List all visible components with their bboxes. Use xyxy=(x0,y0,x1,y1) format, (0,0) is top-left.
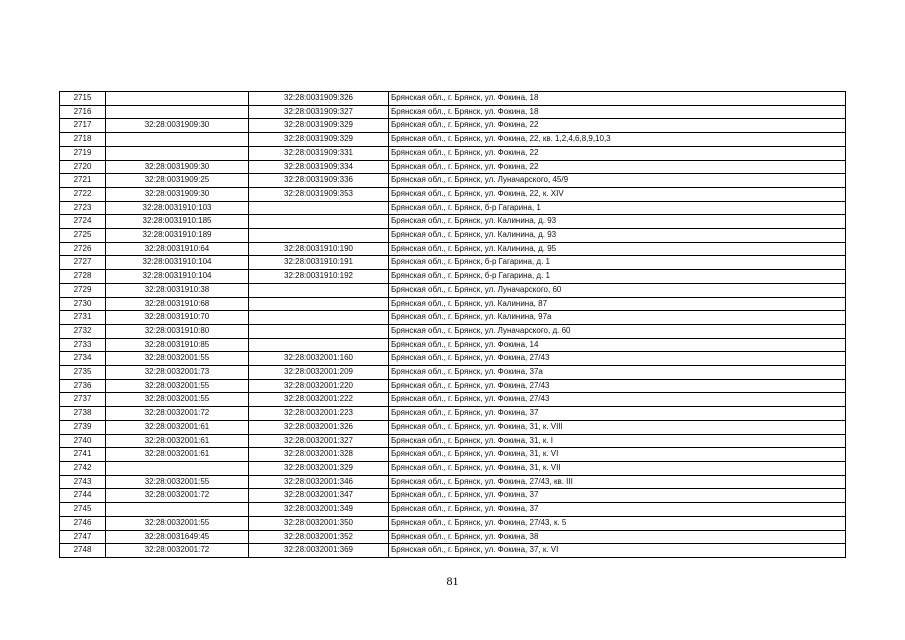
address-cell: Брянская обл., г. Брянск, ул. Луначарского, 60 xyxy=(389,283,846,297)
table-row xyxy=(60,229,846,243)
row-number-cell: 2719 xyxy=(60,146,106,160)
object-cadastral-number-cell: 32:28:0032001:346 xyxy=(249,475,389,489)
address-cell: Брянская обл., г. Брянск, ул. Калинина, д. 93 xyxy=(389,229,846,243)
row-number-cell: 2736 xyxy=(60,379,106,393)
address-cell: Брянская обл., г. Брянск, ул. Фокина, 22 xyxy=(389,160,846,174)
table-row xyxy=(60,297,846,311)
row-number-cell: 2732 xyxy=(60,324,106,338)
row-number-cell: 2747 xyxy=(60,530,106,544)
table-row xyxy=(60,475,846,489)
row-number-cell: 2737 xyxy=(60,393,106,407)
row-number-cell: 2739 xyxy=(60,420,106,434)
table-row xyxy=(60,105,846,119)
object-cadastral-number-cell: 32:28:0032001:349 xyxy=(249,503,389,517)
table-row xyxy=(60,283,846,297)
land-cadastral-number-cell: 32:28:0031909:25 xyxy=(106,174,249,188)
land-cadastral-number-cell: 32:28:0032001:55 xyxy=(106,475,249,489)
address-cell: Брянская обл., г. Брянск, ул. Калинина, д. 95 xyxy=(389,242,846,256)
table-row xyxy=(60,270,846,284)
row-number-cell: 2727 xyxy=(60,256,106,270)
object-cadastral-number-cell: 32:28:0031910:192 xyxy=(249,270,389,284)
cadastral-registry-table xyxy=(59,91,846,558)
land-cadastral-number-cell: 32:28:0032001:61 xyxy=(106,434,249,448)
land-cadastral-number-cell: 32:28:0031910:85 xyxy=(106,338,249,352)
address-cell: Брянская обл., г. Брянск, ул. Фокина, 18 xyxy=(389,92,846,106)
table-row xyxy=(60,215,846,229)
row-number-cell: 2721 xyxy=(60,174,106,188)
row-number-cell: 2731 xyxy=(60,311,106,325)
object-cadastral-number-cell: 32:28:0032001:223 xyxy=(249,407,389,421)
object-cadastral-number-cell: 32:28:0031910:191 xyxy=(249,256,389,270)
land-cadastral-number-cell: 32:28:0031910:80 xyxy=(106,324,249,338)
land-cadastral-number-cell: 32:28:0031909:30 xyxy=(106,187,249,201)
table-row xyxy=(60,461,846,475)
land-cadastral-number-cell: 32:28:0031910:68 xyxy=(106,297,249,311)
table-row xyxy=(60,489,846,503)
land-cadastral-number-cell: 32:28:0031910:38 xyxy=(106,283,249,297)
row-number-cell: 2733 xyxy=(60,338,106,352)
land-cadastral-number-cell: 32:28:0032001:72 xyxy=(106,489,249,503)
row-number-cell: 2724 xyxy=(60,215,106,229)
object-cadastral-number-cell: 32:28:0032001:369 xyxy=(249,544,389,558)
object-cadastral-number-cell: 32:28:0032001:222 xyxy=(249,393,389,407)
row-number-cell: 2744 xyxy=(60,489,106,503)
row-number-cell: 2723 xyxy=(60,201,106,215)
row-number-cell: 2738 xyxy=(60,407,106,421)
address-cell: Брянская обл., г. Брянск, ул. Фокина, 27/43 xyxy=(389,393,846,407)
table-row xyxy=(60,146,846,160)
address-cell: Брянская обл., г. Брянск, ул. Фокина, 37 xyxy=(389,407,846,421)
table-row xyxy=(60,160,846,174)
object-cadastral-number-cell: 32:28:0032001:327 xyxy=(249,434,389,448)
address-cell: Брянская обл., г. Брянск, ул. Фокина, 37 xyxy=(389,503,846,517)
object-cadastral-number-cell: 32:28:0031910:190 xyxy=(249,242,389,256)
address-cell: Брянская обл., г. Брянск, б-р Гагарина, 1 xyxy=(389,201,846,215)
object-cadastral-number-cell xyxy=(249,201,389,215)
registry-table-body xyxy=(60,92,846,558)
row-number-cell: 2717 xyxy=(60,119,106,133)
land-cadastral-number-cell: 32:28:0031910:70 xyxy=(106,311,249,325)
object-cadastral-number-cell: 32:28:0032001:160 xyxy=(249,352,389,366)
address-cell: Брянская обл., г. Брянск, ул. Фокина, 37, к. VI xyxy=(389,544,846,558)
table-row xyxy=(60,393,846,407)
address-cell: Брянская обл., г. Брянск, ул. Фокина, 18 xyxy=(389,105,846,119)
object-cadastral-number-cell xyxy=(249,229,389,243)
address-cell: Брянская обл., г. Брянск, ул. Фокина, 22, к. XIV xyxy=(389,187,846,201)
address-cell: Брянская обл., г. Брянск, ул. Калинина, д. 93 xyxy=(389,215,846,229)
row-number-cell: 2716 xyxy=(60,105,106,119)
object-cadastral-number-cell xyxy=(249,338,389,352)
object-cadastral-number-cell xyxy=(249,215,389,229)
address-cell: Брянская обл., г. Брянск, ул. Фокина, 27/43 xyxy=(389,379,846,393)
row-number-cell: 2734 xyxy=(60,352,106,366)
row-number-cell: 2718 xyxy=(60,133,106,147)
object-cadastral-number-cell: 32:28:0032001:350 xyxy=(249,516,389,530)
object-cadastral-number-cell xyxy=(249,297,389,311)
table-row xyxy=(60,201,846,215)
row-number-cell: 2722 xyxy=(60,187,106,201)
table-row xyxy=(60,92,846,106)
object-cadastral-number-cell xyxy=(249,311,389,325)
row-number-cell: 2728 xyxy=(60,270,106,284)
land-cadastral-number-cell: 32:28:0032001:72 xyxy=(106,407,249,421)
address-cell: Брянская обл., г. Брянск, ул. Фокина, 22, кв. 1,2,4,6,8,9,10,3 xyxy=(389,133,846,147)
object-cadastral-number-cell: 32:28:0031909:326 xyxy=(249,92,389,106)
address-cell: Брянская обл., г. Брянск, ул. Фокина, 31, к. VII xyxy=(389,461,846,475)
land-cadastral-number-cell: 32:28:0031910:104 xyxy=(106,256,249,270)
object-cadastral-number-cell: 32:28:0031909:329 xyxy=(249,119,389,133)
object-cadastral-number-cell: 32:28:0031909:334 xyxy=(249,160,389,174)
address-cell: Брянская обл., г. Брянск, ул. Фокина, 31, к. I xyxy=(389,434,846,448)
land-cadastral-number-cell: 32:28:0031910:64 xyxy=(106,242,249,256)
table-row xyxy=(60,420,846,434)
address-cell: Брянская обл., г. Брянск, ул. Фокина, 31, к. VIII xyxy=(389,420,846,434)
table-row xyxy=(60,242,846,256)
land-cadastral-number-cell: 32:28:0031649:45 xyxy=(106,530,249,544)
land-cadastral-number-cell: 32:28:0032001:55 xyxy=(106,393,249,407)
object-cadastral-number-cell: 32:28:0031909:331 xyxy=(249,146,389,160)
address-cell: Брянская обл., г. Брянск, ул. Фокина, 27/43 xyxy=(389,352,846,366)
table-row xyxy=(60,434,846,448)
address-cell: Брянская обл., г. Брянск, ул. Калинина, 97а xyxy=(389,311,846,325)
page-number: 81 xyxy=(446,574,459,588)
object-cadastral-number-cell xyxy=(249,324,389,338)
table-row xyxy=(60,174,846,188)
land-cadastral-number-cell xyxy=(106,92,249,106)
row-number-cell: 2745 xyxy=(60,503,106,517)
table-row xyxy=(60,503,846,517)
land-cadastral-number-cell: 32:28:0031909:30 xyxy=(106,119,249,133)
row-number-cell: 2729 xyxy=(60,283,106,297)
object-cadastral-number-cell: 32:28:0032001:352 xyxy=(249,530,389,544)
row-number-cell: 2741 xyxy=(60,448,106,462)
object-cadastral-number-cell: 32:28:0031909:327 xyxy=(249,105,389,119)
land-cadastral-number-cell: 32:28:0032001:73 xyxy=(106,366,249,380)
address-cell: Брянская обл., г. Брянск, б-р Гагарина, д. 1 xyxy=(389,270,846,284)
table-row xyxy=(60,516,846,530)
table-row xyxy=(60,187,846,201)
land-cadastral-number-cell: 32:28:0032001:55 xyxy=(106,516,249,530)
land-cadastral-number-cell: 32:28:0032001:61 xyxy=(106,420,249,434)
address-cell: Брянская обл., г. Брянск, ул. Фокина, 31, к. VI xyxy=(389,448,846,462)
object-cadastral-number-cell: 32:28:0032001:326 xyxy=(249,420,389,434)
table-row xyxy=(60,324,846,338)
address-cell: Брянская обл., г. Брянск, ул. Фокина, 22 xyxy=(389,119,846,133)
table-row xyxy=(60,352,846,366)
land-cadastral-number-cell: 32:28:0031910:189 xyxy=(106,229,249,243)
address-cell: Брянская обл., г. Брянск, ул. Фокина, 37 xyxy=(389,489,846,503)
object-cadastral-number-cell: 32:28:0032001:328 xyxy=(249,448,389,462)
land-cadastral-number-cell: 32:28:0032001:55 xyxy=(106,379,249,393)
row-number-cell: 2740 xyxy=(60,434,106,448)
land-cadastral-number-cell xyxy=(106,133,249,147)
land-cadastral-number-cell: 32:28:0032001:61 xyxy=(106,448,249,462)
table-row xyxy=(60,338,846,352)
land-cadastral-number-cell: 32:28:0031910:185 xyxy=(106,215,249,229)
row-number-cell: 2726 xyxy=(60,242,106,256)
table-row xyxy=(60,256,846,270)
land-cadastral-number-cell: 32:28:0031910:104 xyxy=(106,270,249,284)
land-cadastral-number-cell xyxy=(106,146,249,160)
object-cadastral-number-cell: 32:28:0032001:329 xyxy=(249,461,389,475)
object-cadastral-number-cell: 32:28:0031909:336 xyxy=(249,174,389,188)
address-cell: Брянская обл., г. Брянск, ул. Фокина, 27/43, к. 5 xyxy=(389,516,846,530)
address-cell: Брянская обл., г. Брянск, ул. Фокина, 38 xyxy=(389,530,846,544)
table-row xyxy=(60,366,846,380)
table-row xyxy=(60,448,846,462)
object-cadastral-number-cell: 32:28:0031909:353 xyxy=(249,187,389,201)
row-number-cell: 2748 xyxy=(60,544,106,558)
land-cadastral-number-cell xyxy=(106,105,249,119)
row-number-cell: 2720 xyxy=(60,160,106,174)
row-number-cell: 2746 xyxy=(60,516,106,530)
land-cadastral-number-cell: 32:28:0031910:103 xyxy=(106,201,249,215)
land-cadastral-number-cell xyxy=(106,503,249,517)
object-cadastral-number-cell: 32:28:0032001:220 xyxy=(249,379,389,393)
land-cadastral-number-cell xyxy=(106,461,249,475)
row-number-cell: 2715 xyxy=(60,92,106,106)
address-cell: Брянская обл., г. Брянск, ул. Фокина, 22 xyxy=(389,146,846,160)
address-cell: Брянская обл., г. Брянск, ул. Калинина, 87 xyxy=(389,297,846,311)
object-cadastral-number-cell xyxy=(249,283,389,297)
row-number-cell: 2730 xyxy=(60,297,106,311)
table-row xyxy=(60,544,846,558)
table-row xyxy=(60,311,846,325)
address-cell: Брянская обл., г. Брянск, ул. Луначарского, д. 60 xyxy=(389,324,846,338)
land-cadastral-number-cell: 32:28:0031909:30 xyxy=(106,160,249,174)
object-cadastral-number-cell: 32:28:0032001:347 xyxy=(249,489,389,503)
row-number-cell: 2725 xyxy=(60,229,106,243)
table-row xyxy=(60,133,846,147)
table-row xyxy=(60,530,846,544)
address-cell: Брянская обл., г. Брянск, ул. Фокина, 14 xyxy=(389,338,846,352)
land-cadastral-number-cell: 32:28:0032001:55 xyxy=(106,352,249,366)
address-cell: Брянская обл., г. Брянск, ул. Фокина, 37а xyxy=(389,366,846,380)
object-cadastral-number-cell: 32:28:0032001:209 xyxy=(249,366,389,380)
table-row xyxy=(60,379,846,393)
address-cell: Брянская обл., г. Брянск, ул. Луначарского, 45/9 xyxy=(389,174,846,188)
row-number-cell: 2742 xyxy=(60,461,106,475)
row-number-cell: 2735 xyxy=(60,366,106,380)
row-number-cell: 2743 xyxy=(60,475,106,489)
land-cadastral-number-cell: 32:28:0032001:72 xyxy=(106,544,249,558)
object-cadastral-number-cell: 32:28:0031909:329 xyxy=(249,133,389,147)
address-cell: Брянская обл., г. Брянск, б-р Гагарина, д. 1 xyxy=(389,256,846,270)
table-row xyxy=(60,119,846,133)
table-row xyxy=(60,407,846,421)
address-cell: Брянская обл., г. Брянск, ул. Фокина, 27/43, кв. III xyxy=(389,475,846,489)
